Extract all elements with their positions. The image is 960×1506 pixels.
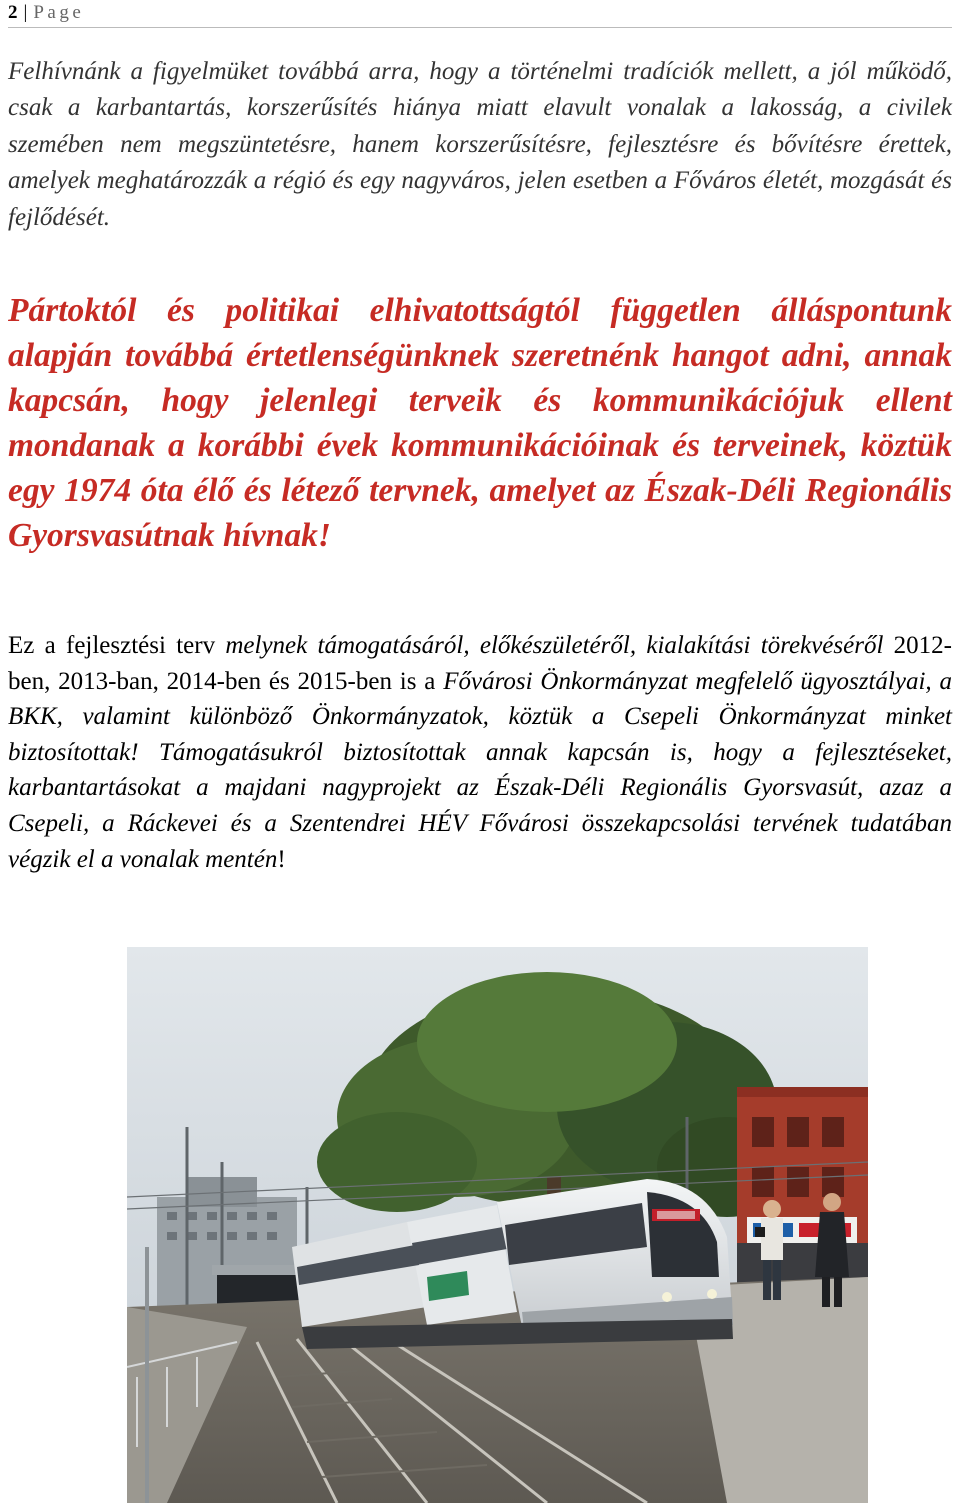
body-text-1: Ez a fejlesztési terv (8, 632, 226, 659)
intro-paragraph: Felhívnánk a figyelmüket továbbá arra, hogy a történelmi tradíciók mellett, a jól működő, csak a karbantartás, korszerűsítés hiánya miatt elavult vonalak a lakosság, a civilek szemében nem megszüntetésre, hanem korszerűsítésre, fejlesztésre és bővítésre érettek, amelyek meghatározzák a régió és egy nagyváros, jelen esetben a Főváros életét, mozgását és fejlődését. (8, 58, 952, 231)
body-text-4-italic: Fővárosi Önkormányzat megfelelő ügyosztályai, a BKK, valamint különböző Önkormányzatok, köztük a Csepeli Önkormányzat minket biztosítottak! Támogatásukról biztosítottak annak kapcsán is, hogy a fejlesztéseket, karbantartásokat a majdani nagyprojekt az Észak-Déli Regionális Gyorsvasút, azaz a Csepeli, a Ráckevei és a Szentendrei HÉV Fővárosi összekapcsolási tervének tudatában végzik el a vonalak mentén (8, 667, 952, 873)
tram-station-photo (127, 947, 868, 1503)
header-divider (8, 27, 952, 28)
emphasis-paragraph: Pártoktól és politikai elhivatottságtól független álláspontunk alapján továbbá értetlenségünknek szeretnénk hangot adni, annak kapcsán, hogy jelenlegi terveik és kommunikációjuk ellent mondanak a korábbi évek kommunikációinak és terveinek, köztük egy 1974 óta élő és létező tervnek, amelyet az Észak-Déli Regionális Gyorsvasútnak hívnak! (8, 292, 952, 554)
header-separator: | (23, 2, 28, 23)
body-text-3: 2012-ben, 2013-ban, 2014-ben és 2015-ben is a (8, 632, 952, 695)
body-text-2-italic: melynek támogatásáról, előkészületéről, kialakítási törekvéséről (225, 632, 884, 659)
page-label: Page (33, 2, 85, 23)
page-header (8, 0, 952, 26)
body-text-5: ! (277, 845, 286, 873)
page-number: 2 (8, 2, 18, 23)
body-paragraph (8, 628, 952, 877)
